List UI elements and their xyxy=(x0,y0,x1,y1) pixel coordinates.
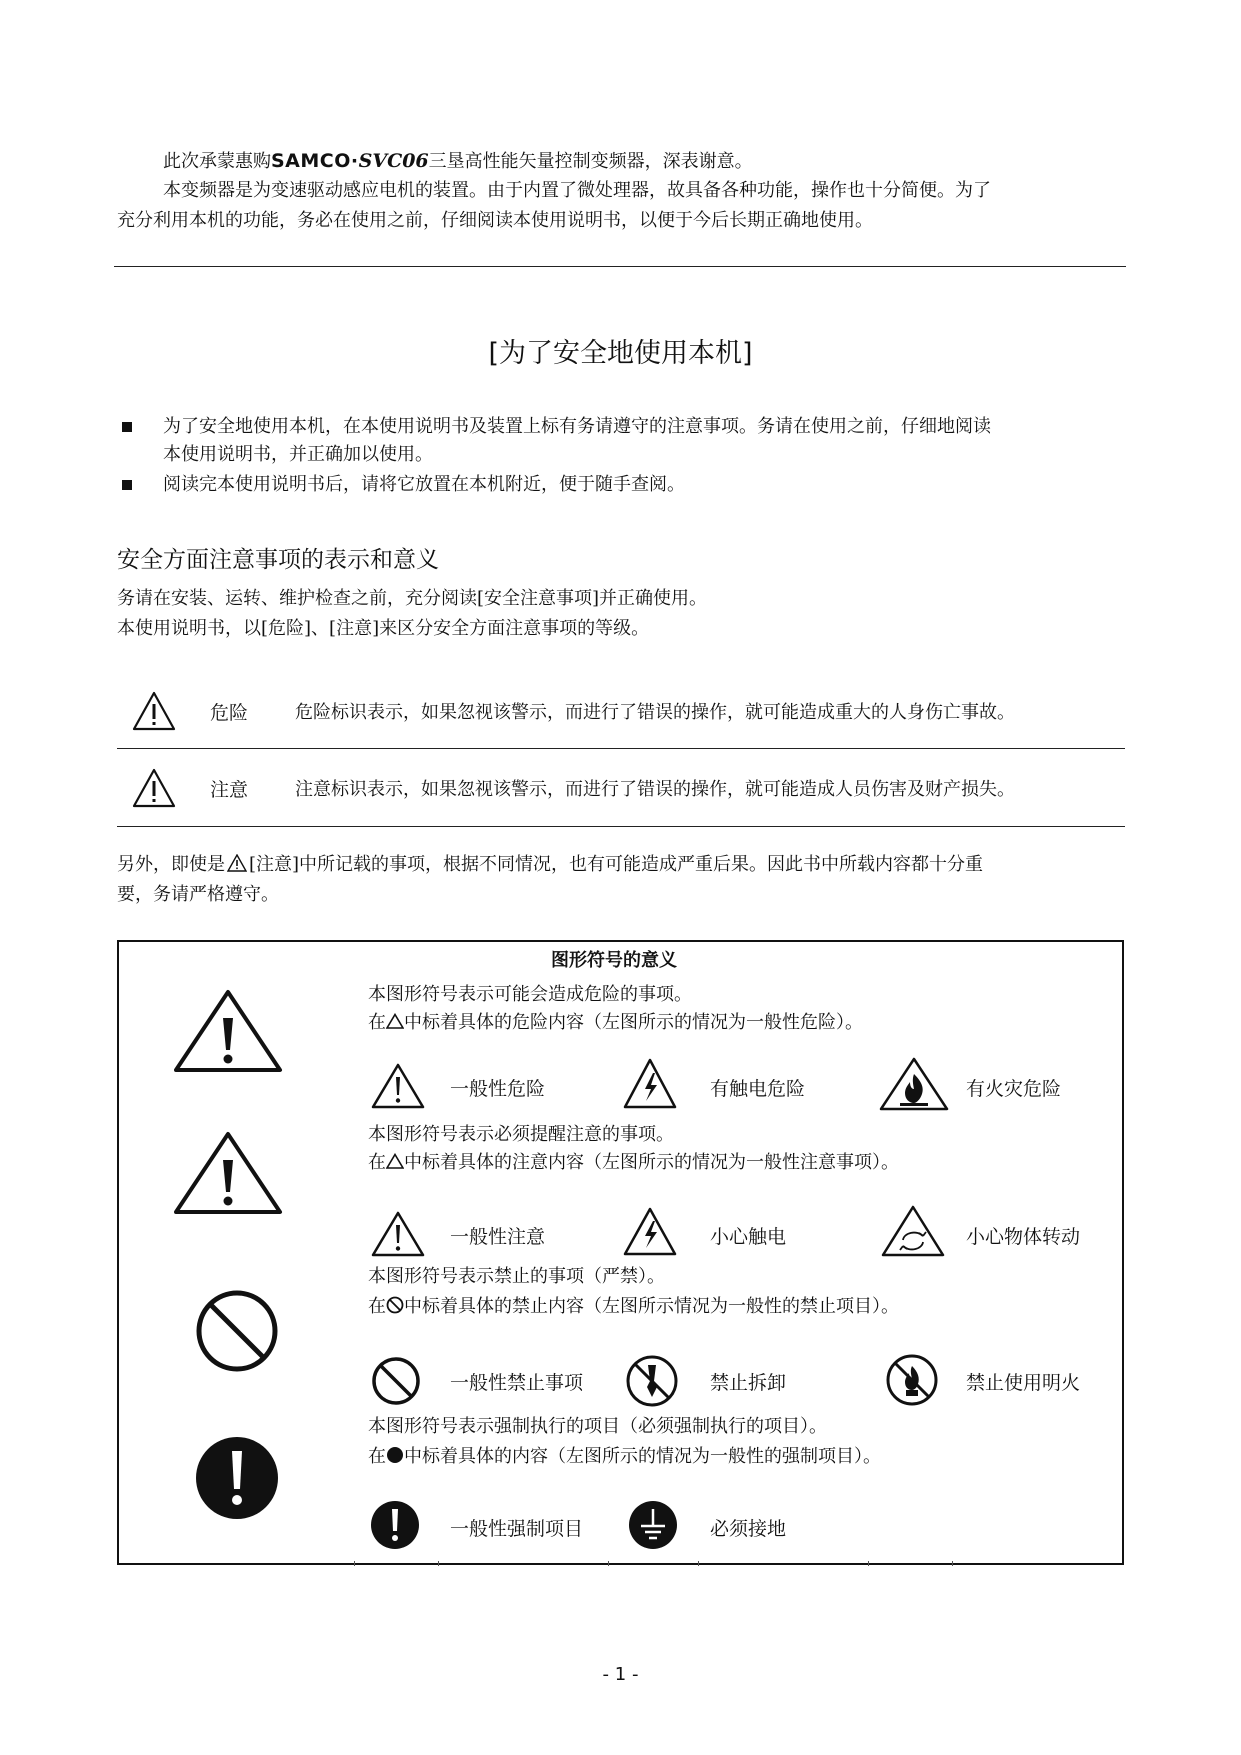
page-number: - 1 - xyxy=(602,1664,639,1685)
group-3-line-2-before: 在 xyxy=(368,1296,386,1317)
intro-text-after: 三垦高性能矢量控制变频器，深表谢意。 xyxy=(428,151,753,172)
general-caution-icon xyxy=(370,1210,426,1258)
intro-line-3: 充分利用本机的功能，务必在使用之前，仔细阅读本使用说明书，以便于今后长期正确地使用。 xyxy=(117,210,873,231)
warning-triangle-icon xyxy=(131,767,177,809)
general-prohibition-icon xyxy=(370,1355,422,1407)
large-danger-triangle-icon xyxy=(172,988,284,1074)
group-1-line-1: 本图形符号表示可能会造成危险的事项。 xyxy=(368,984,692,1005)
caution-description: 注意标识表示，如果忽视该警示，而进行了错误的操作，就可能造成人员伤害及财产损失。 xyxy=(295,779,1015,800)
grid-tick xyxy=(952,1561,953,1566)
large-mandatory-icon xyxy=(194,1435,280,1521)
note-line-2: 要，务请严格遵守。 xyxy=(117,884,279,905)
inline-triangle-icon xyxy=(386,1153,404,1169)
model-name: SVC06 xyxy=(358,150,429,172)
group-1-line-2 xyxy=(368,1008,863,1038)
no-open-flame-icon xyxy=(884,1352,940,1408)
bullet-square-icon xyxy=(122,422,132,432)
no-open-flame-label: 禁止使用明火 xyxy=(966,1372,1081,1394)
general-prohibition-label: 一般性禁止事项 xyxy=(450,1372,584,1394)
no-disassembly-label: 禁止拆卸 xyxy=(710,1372,787,1394)
general-mandatory-icon xyxy=(370,1500,420,1550)
intro-line-1 xyxy=(163,146,753,177)
bullet-2-line-1: 阅读完本使用说明书后，请将它放置在本机附近，便于随手查阅。 xyxy=(163,474,685,495)
grid-tick xyxy=(354,1561,355,1566)
group-2-line-2-before: 在 xyxy=(368,1152,386,1173)
grid-tick xyxy=(868,1561,869,1566)
divider-warning-1 xyxy=(117,748,1125,749)
group-2-line-2 xyxy=(368,1148,899,1178)
warning-triangle-icon xyxy=(131,690,177,732)
group-2-line-1: 本图形符号表示必须提醒注意的事项。 xyxy=(368,1124,674,1145)
bullet-square-icon xyxy=(122,480,132,490)
group-3-line-1: 本图形符号表示禁止的事项（严禁）。 xyxy=(368,1266,665,1287)
symbol-box-title: 图形符号的意义 xyxy=(551,950,677,971)
small-warning-triangle-icon xyxy=(227,854,247,872)
group-3-line-2 xyxy=(368,1292,899,1322)
group-4-line-2 xyxy=(368,1442,881,1472)
group-4-line-2-after: 中标着具体的内容（左图所示的情况为一般性的强制项目）。 xyxy=(404,1446,881,1467)
danger-label: 危险 xyxy=(210,702,249,724)
divider-warning-2 xyxy=(117,826,1125,827)
inline-filled-circle-icon xyxy=(386,1446,404,1464)
danger-description: 危险标识表示，如果忽视该警示，而进行了错误的操作，就可能造成重大的人身伤亡事故。 xyxy=(295,702,1015,723)
section-title: [为了安全地使用本机] xyxy=(488,338,753,369)
note-line-1 xyxy=(117,850,983,880)
fire-danger-label: 有火灾危险 xyxy=(966,1078,1062,1100)
danger-row xyxy=(117,690,1127,736)
intro-text-before: 此次承蒙惠购 xyxy=(163,151,271,172)
ground-connection-label: 必须接地 xyxy=(710,1518,787,1540)
no-disassembly-icon xyxy=(624,1353,680,1409)
inline-triangle-icon xyxy=(386,1013,404,1029)
sub-para-line-2: 本使用说明书，以[危险]、[注意]来区分安全方面注意事项的等级。 xyxy=(117,618,650,639)
large-caution-triangle-icon xyxy=(172,1130,284,1216)
sub-para-line-1: 务请在安装、运转、维护检查之前，充分阅读[安全注意事项]并正确使用。 xyxy=(117,588,708,609)
grid-tick xyxy=(438,1561,439,1566)
general-danger-label: 一般性危险 xyxy=(450,1078,546,1100)
large-prohibition-icon xyxy=(194,1288,280,1374)
group-4-line-2-before: 在 xyxy=(368,1446,386,1467)
brand-name: SAMCO· xyxy=(271,150,359,172)
caution-shock-icon xyxy=(622,1206,678,1258)
general-danger-icon xyxy=(370,1062,426,1110)
caution-label: 注意 xyxy=(210,779,249,801)
group-2-line-2-after: 中标着具体的注意内容（左图所示的情况为一般性注意事项）。 xyxy=(404,1152,899,1173)
group-1-line-2-after: 中标着具体的危险内容（左图所示的情况为一般性危险）。 xyxy=(404,1012,863,1033)
subheading: 安全方面注意事项的表示和意义 xyxy=(117,547,439,573)
bullet-1-line-2: 本使用说明书，并正确加以使用。 xyxy=(163,444,433,465)
divider-top xyxy=(114,266,1126,267)
group-1-line-2-before: 在 xyxy=(368,1012,386,1033)
general-caution-label: 一般性注意 xyxy=(450,1226,546,1248)
rotating-object-icon xyxy=(880,1204,946,1258)
caution-shock-label: 小心触电 xyxy=(710,1226,787,1248)
group-3-line-2-after: 中标着具体的禁止内容（左图所示情况为一般性的禁止项目）。 xyxy=(404,1296,899,1317)
note-prefix: 另外，即使是 xyxy=(117,854,225,875)
general-mandatory-label: 一般性强制项目 xyxy=(450,1518,584,1540)
group-4-line-1: 本图形符号表示强制执行的项目（必须强制执行的项目）。 xyxy=(368,1416,827,1437)
ground-connection-icon xyxy=(628,1500,678,1550)
rotating-object-label: 小心物体转动 xyxy=(966,1226,1081,1248)
grid-tick xyxy=(698,1561,699,1566)
bullet-1-line-1: 为了安全地使用本机，在本使用说明书及装置上标有务请遵守的注意事项。务请在使用之前，仔细地阅读 xyxy=(163,416,991,437)
electric-shock-danger-label: 有触电危险 xyxy=(710,1078,806,1100)
intro-line-2: 本变频器是为变速驱动感应电机的装置。由于内置了微处理器，故具备各种功能，操作也十分简便。为了 xyxy=(163,180,991,201)
note-text: [注意]中所记载的事项，根据不同情况，也有可能造成严重后果。因此书中所载内容都十分重 xyxy=(249,854,984,875)
electric-shock-danger-icon xyxy=(622,1057,678,1111)
grid-tick xyxy=(608,1561,609,1566)
inline-prohibition-icon xyxy=(386,1296,404,1314)
fire-danger-icon xyxy=(878,1056,950,1112)
caution-row xyxy=(117,767,1127,813)
